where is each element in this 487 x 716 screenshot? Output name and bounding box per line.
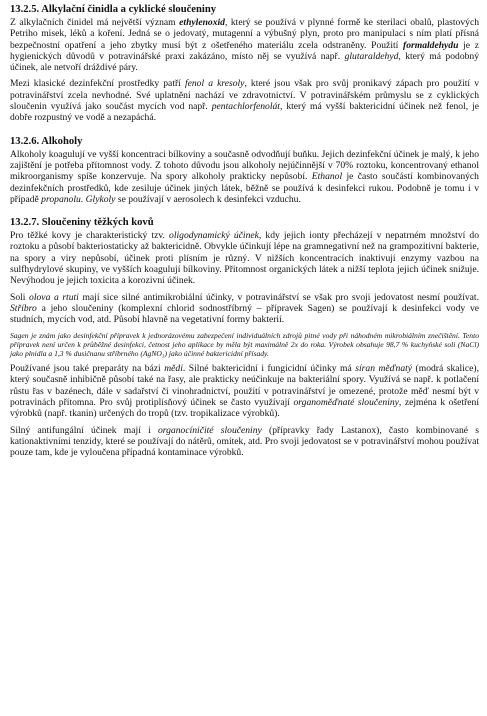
text-run: , který se používá v plynné formě ke sterilaci obalů, plastových Petriho misek, léků a koření. Jedná se o jedovatý, mutagenní a výbušný plyn, proto pro manipulaci s ním platí přísná bezpečnostní opatření a jeho zbytky musí být z ošetřeného materiálu zcela odstraněny. Použití <box>10 17 479 51</box>
text-run: (modrá skalice), který současně inhibičně působí také na řasy, ale prakticky neúčinkuje na bakteriální spory. Využívá se např. k potlačení růstu řas v bazénech, dále v sadařství či vinohradnictví, použití v potravinářství je omezené, protože měď nesmí být v potravinách přítomna. Pro svůj protiplísňový účinek se často využívají <box>10 363 479 409</box>
text-run: je často součástí kombinovaných dezinfekčních prostředků, kde zesiluje účinek jiných látek, běžně se používá k desinfekci rukou. Podobně je tomu i v případě <box>10 171 479 205</box>
emphasized-term: Stříbro <box>10 302 37 314</box>
text-run: Mezi klasické dezinfekční prostředky patří <box>10 78 185 90</box>
text-run: (přípravky řady Lastanox), často kombinované s kationaktivními tenzidy, které se používají do nátěrů, omítek, atd. Pro svoji jedovatost se v potravinářství mohou používat pouze tam, kde je vyloučena případná kontaminace výrobků. <box>10 424 480 459</box>
text-run: Z alkylačních činidel má největší význam <box>10 17 180 28</box>
body-paragraph <box>10 363 479 419</box>
text-run: , zejména k ošetření výrobků (např. tkanin) určených do tropů (tzv. tropikalizace výrobků). <box>10 397 480 420</box>
body-paragraph <box>10 425 479 459</box>
text-run: , které jsou však pro svůj pronikavý zápach pro použití v potravinářství zcela nevhodné. Své uplatnění nachází ve zdravotnictví. V potravinářském průmyslu se z cyklických sloučenin využívá jako součást mycích vod např. <box>10 78 479 113</box>
text-run: mají sice silné antimikrobiální účinky, v potravinářství se však pro svoji jedovatost nesmí používat. <box>78 291 479 303</box>
section-spacer <box>10 129 479 136</box>
emphasized-term: ethylenoxid <box>179 17 225 28</box>
emphasized-term: Ethanol <box>311 171 343 183</box>
text-run: . Silné baktericidní i fungicidní účinky má <box>182 363 356 375</box>
text-run: Alkoholy koagulují ve vyšší koncentraci bílkoviny a současně odvodňují buňku. Jejich dezinfekční účinek je malý, k jeho zajištění je potřeba přítomnost vody. Z tohoto důvodu jsou alkoholy nejúčinnější v 70% roztoku, koncentrovaný ethanol mikroorganismy spíše konzervuje. Na spory alkoholy prakticky nepůsobí. <box>10 148 479 183</box>
note-paragraph <box>10 331 479 359</box>
emphasized-term: glutaraldehyd <box>344 50 399 62</box>
emphasized-term: formaldehydu <box>403 39 459 51</box>
body-paragraph <box>10 17 479 73</box>
emphasized-term: oligodynamický účinek <box>169 230 259 242</box>
emphasized-term: pentachlorfenolát <box>211 101 280 113</box>
text-run: , který má podobný účinek, ale netvoří dráždivé páry. <box>10 50 480 74</box>
emphasized-term: propanolu <box>41 193 81 205</box>
body-paragraph <box>10 230 479 286</box>
section-spacer <box>10 210 479 217</box>
body-paragraph <box>10 78 479 123</box>
emphasized-term: Glykoly <box>85 193 116 205</box>
body-paragraph <box>10 149 479 205</box>
text-run: se používají v aerosolech k desinfekci vzduchu. <box>115 193 301 205</box>
text-run: je z hygienických důvodů v potravinářské praxi zakázáno, místo něj se využívá např. <box>10 39 479 62</box>
text-run: Sagen je znám jako desinfekční přípravek k jednorázovému zabezpečení individuálních zdrojů pitné vody při náhodném mikrobiálním znečištění. Tento přípravek není určen k průběžné desinfekci, četnost jeho aplikace by měla být maximálně 2x do roka. Výrobek obsahuje 98,7 % kuchyňské soli (NaCl) jako plnidla a 1,3 % dusičnanu stříbrného (AgNO₃) jako účinné baktericidní přísady. <box>10 330 479 358</box>
emphasized-term: fenol a kresoly <box>184 78 245 90</box>
text-run: . <box>80 193 86 205</box>
text-run: Silný antifungální účinek mají i <box>10 424 158 436</box>
text-run: a jeho sloučeniny (komplexní chlorid sodnostříbrný – přípravek Sagen) se používají k desinfekci vody ve studních, mycích vod, atd. Působí hlavně na vegetativní formy bakterií. <box>10 302 479 326</box>
section-heading: 13.2.6. Alkoholy <box>10 135 83 147</box>
section-heading: 13.2.5. Alkylační činidla a cyklické sloučeniny <box>10 4 217 15</box>
text-run: Používané jsou také preparáty na bázi <box>10 363 165 375</box>
emphasized-term: olova a rtuti <box>29 291 79 303</box>
emphasized-term: organoměďnaté sloučeniny <box>293 397 399 409</box>
text-run: Pro těžké kovy je charakteristický tzv. <box>10 230 170 242</box>
section-heading: 13.2.7. Sloučeniny těžkých kovů <box>10 217 154 229</box>
text-run: , kdy jejich ionty přecházejí v nepatrném množství do roztoku a působí bakteriostaticky až baktericidně. Obvykle účinkují lépe na gramnegativní než na grampozitivní bakterie, na spory a viry nepůsobí, účinek proti plísním je různý. V nižších koncentracích inaktivují enzymy vazbou na sulfhydrylové skupiny, ve vyšších koagulují bílkoviny. Přítomnost organických látek a nižší teplota jejich účinek snižuje. Nevýhodou je jejich toxicita a korozivní účinek. <box>10 230 479 287</box>
emphasized-term: síran měďnatý <box>355 363 413 375</box>
text-run: Soli <box>10 291 30 303</box>
body-paragraph <box>10 292 479 326</box>
text-run: , který má vyšší baktericidní účinek než fenol, je dobře rozpustný ve vodě a nezapáchá. <box>10 101 480 124</box>
emphasized-term: organocíničité sloučeniny <box>157 424 262 436</box>
emphasized-term: mědi <box>164 363 183 375</box>
